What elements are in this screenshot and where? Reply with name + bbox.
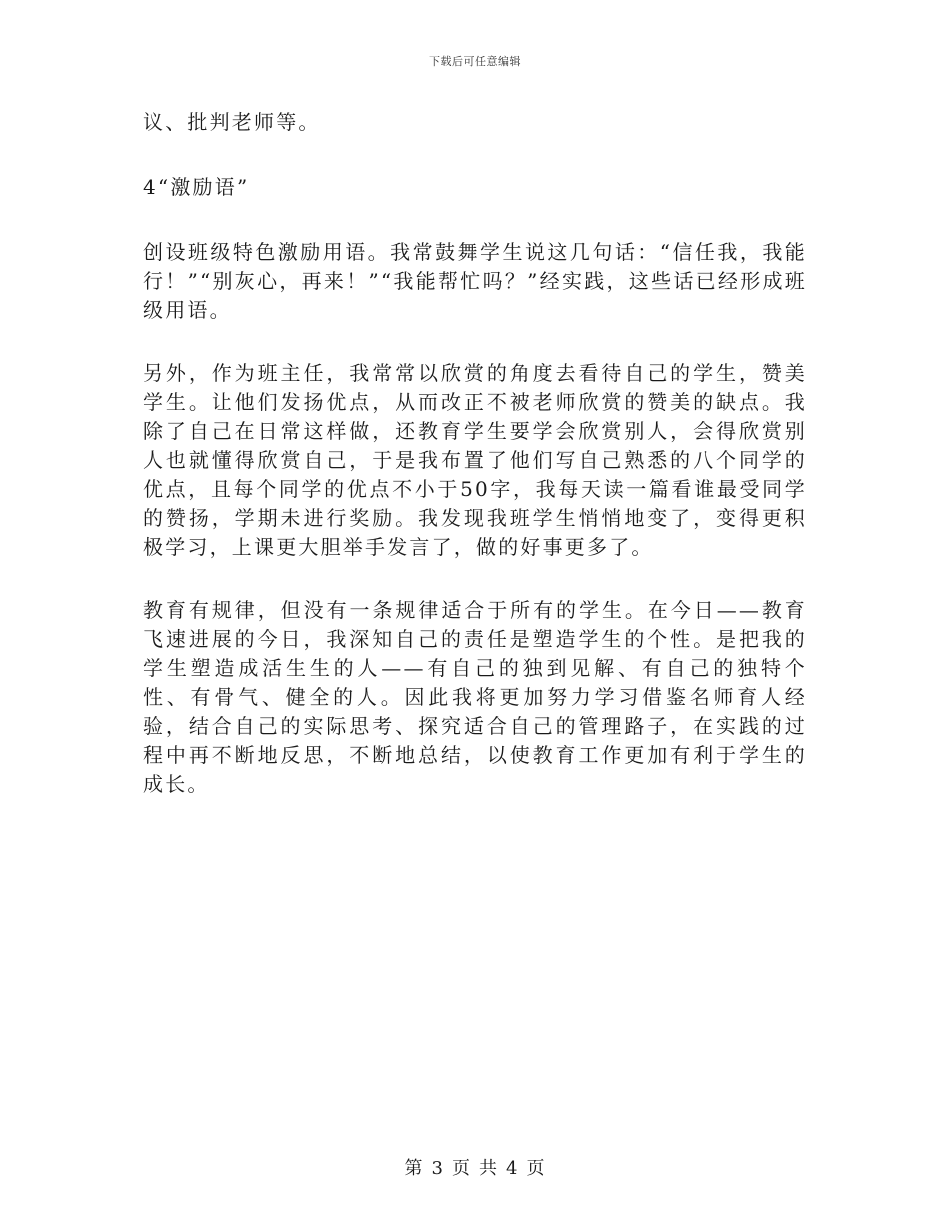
footer-total-pages: 4 — [506, 1158, 519, 1179]
page-footer — [0, 1154, 950, 1180]
footer-of-word: 共 — [479, 1158, 498, 1179]
paragraph-conclusion: 教育有规律，但没有一条规律适合于所有的学生。在今日——教育飞速进展的今日，我深知自己的责任是塑造学生的个性。是把我的学生塑造成活生生的人——有自己的独到见解、有自己的独特个性、有骨气、健全的人。因此我将更加努力学习借鉴名师育人经验，结合自己的实际思考、探究适合自己的管理路子，在实践的过程中再不断地反思，不断地总结，以使教育工作更加有利于学生的成长。 — [143, 598, 807, 796]
section-heading: 4“激励语” — [143, 175, 250, 199]
paragraph-continuation: 议、批判老师等。 — [143, 110, 321, 134]
footer-current-page: 3 — [431, 1158, 444, 1179]
paragraph-slogans: 创设班级特色激励用语。我常鼓舞学生说这几句话：“信任我，我能行！”“别灰心，再来！”“我能帮忙吗？”经实践，这些话已经形成班级用语。 — [143, 240, 807, 322]
footer-prefix: 第 — [404, 1158, 424, 1179]
document-body — [143, 108, 807, 799]
page-header-note: 下载后可任意编辑 — [429, 55, 521, 68]
paragraph-appreciation: 另外，作为班主任，我常常以欣赏的角度去看待自己的学生，赞美学生。让他们发扬优点，从而改正不被老师欣赏的赞美的缺点。我除了自己在日常这样做，还教育学生要学会欣赏别人，会得欣赏别人也就懂得欣赏自己，于是我布置了他们写自己熟悉的八个同学的优点，且每个同学的优点不小于50字，我每天读一篇看谁最受同学的赞扬，学期未进行奖励。我发现我班学生悄悄地变了，变得更积极学习，上课更大胆举手发言了，做的好事更多了。 — [143, 361, 807, 559]
footer-page-word: 页 — [452, 1158, 471, 1179]
footer-suffix: 页 — [526, 1158, 546, 1179]
